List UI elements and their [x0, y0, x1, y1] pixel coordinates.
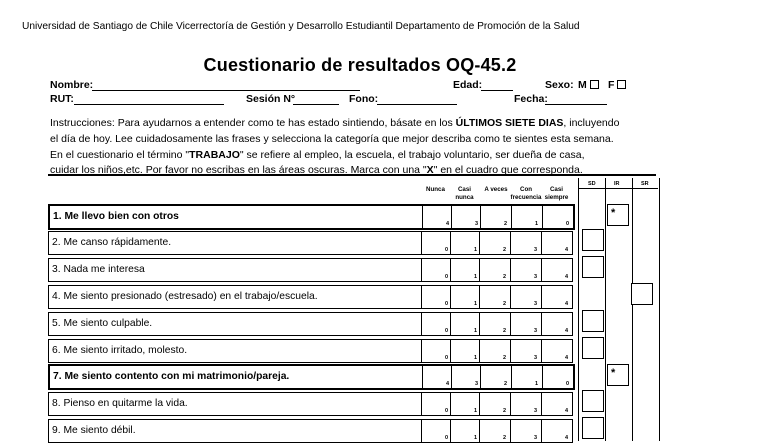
sd-box-q8 [582, 390, 604, 412]
answer-cell-a-veces[interactable]: 2 [479, 393, 509, 415]
answer-cell-con-frecuencia[interactable]: 3 [510, 420, 540, 442]
question-row-3 [48, 258, 573, 282]
question-row-7 [48, 364, 575, 390]
answer-cell-nunca[interactable]: 0 [421, 259, 451, 281]
question-text: 2. Me canso rápidamente. [52, 237, 172, 248]
sesion-label: Sesión N° [246, 93, 296, 105]
answer-cell-casi-siempre[interactable]: 0 [542, 366, 572, 388]
instructions-line-2: el día de hoy. Lee cuidadosamente las frases y selecciona la categoría que mejor describa como te sientes esta semana. [50, 133, 614, 145]
answer-cell-a-veces[interactable]: 2 [480, 366, 510, 388]
answer-cell-a-veces[interactable]: 2 [479, 232, 509, 254]
answer-cell-con-frecuencia[interactable]: 1 [511, 366, 541, 388]
answer-cell-con-frecuencia[interactable]: 3 [510, 393, 540, 415]
answer-cell-nunca[interactable]: 0 [421, 420, 451, 442]
edad-label: Edad: [453, 79, 483, 91]
answer-cell-casi-siempre[interactable]: 4 [541, 340, 571, 362]
answer-cell-casi-siempre[interactable]: 4 [541, 286, 571, 308]
nombre-label: Nombre: [50, 79, 94, 91]
answer-cell-a-veces[interactable]: 2 [479, 340, 509, 362]
question-row-6 [48, 339, 573, 363]
answer-cell-nunca[interactable]: 0 [421, 313, 451, 335]
answer-cell-con-frecuencia[interactable]: 3 [510, 340, 540, 362]
scoring-header-divider [578, 188, 658, 189]
question-text: 8. Pienso en quitarme la vida. [52, 398, 188, 409]
fono-field[interactable] [377, 104, 457, 105]
instructions-divider [48, 174, 656, 176]
sexo-m-option[interactable] [578, 79, 599, 91]
question-text: 9. Me siento débil. [52, 425, 136, 436]
answer-cell-a-veces[interactable]: 2 [479, 259, 509, 281]
sd-box-q2 [582, 229, 604, 251]
answer-cell-casi-siempre[interactable]: 0 [542, 206, 572, 228]
rut-label: RUT: [50, 93, 74, 105]
answer-cell-casi-siempre[interactable]: 4 [541, 420, 571, 442]
col-casi-siempre: Casi siempre [544, 186, 569, 201]
fono-label: Fono: [349, 93, 379, 105]
sd-box-q9 [582, 417, 604, 439]
answer-cell-casi-nunca[interactable]: 1 [450, 232, 480, 254]
answer-cell-nunca[interactable]: 0 [421, 340, 451, 362]
answer-cell-a-veces[interactable]: 2 [479, 286, 509, 308]
question-row-1 [48, 204, 575, 230]
sexo-f-label: F [608, 79, 615, 91]
sexo-m-checkbox[interactable] [590, 80, 599, 89]
col-casi-nunca: Casi nunca [455, 186, 474, 201]
rut-field[interactable] [74, 104, 224, 105]
question-row-2 [48, 231, 573, 255]
answer-cell-nunca[interactable]: 4 [422, 206, 452, 228]
edad-field[interactable] [481, 90, 513, 91]
answer-cell-casi-nunca[interactable]: 1 [450, 393, 480, 415]
fecha-field[interactable] [545, 104, 607, 105]
question-text: 7. Me siento contento con mi matrimonio/pareja. [53, 371, 290, 382]
col-nunca: Nunca [426, 186, 445, 193]
sexo-label: Sexo: [545, 79, 574, 91]
answer-cell-nunca[interactable]: 0 [421, 286, 451, 308]
answer-cell-a-veces[interactable]: 2 [479, 313, 509, 335]
sd-box-q6 [582, 337, 604, 359]
answer-cell-casi-siempre[interactable]: 4 [541, 232, 571, 254]
instructions-line-4: cuidar los niños,etc. Por favor no escribas en las áreas oscuras. Marca con una "X" en el cuadro que corresponda. [50, 164, 583, 176]
answer-cell-casi-nunca[interactable]: 1 [450, 286, 480, 308]
sexo-f-option[interactable] [608, 79, 626, 91]
question-text: 6. Me siento irritado, molesto. [52, 345, 188, 356]
instructions-line-1: Instrucciones: Para ayudarnos a entender como te has estado sintiendo, básate en los ÚLTIMOS SIETE DIAS, incluyendo [50, 117, 620, 129]
answer-cell-casi-nunca[interactable]: 1 [450, 420, 480, 442]
answer-cell-nunca[interactable]: 0 [421, 393, 451, 415]
form-title: Cuestionario de resultados OQ-45.2 [203, 55, 517, 75]
col-ir: IR [614, 181, 620, 187]
answer-cell-nunca[interactable]: 4 [422, 366, 452, 388]
ir-box-q1 [607, 204, 629, 226]
answer-cell-nunca[interactable]: 0 [421, 232, 451, 254]
col-a-veces: A veces [484, 186, 508, 193]
answer-cell-casi-nunca[interactable]: 3 [451, 366, 481, 388]
sesion-field[interactable] [293, 104, 339, 105]
question-text: 3. Nada me interesa [52, 264, 145, 275]
answer-cell-con-frecuencia[interactable]: 1 [511, 206, 541, 228]
sexo-f-checkbox[interactable] [617, 80, 626, 89]
asterisk-mark: * [611, 367, 616, 379]
answer-cell-casi-siempre[interactable]: 4 [541, 393, 571, 415]
answer-cell-con-frecuencia[interactable]: 3 [510, 259, 540, 281]
question-row-5 [48, 312, 573, 336]
instructions-line-3: En el cuestionario el término "TRABAJO" se refiere al empleo, la escuela, el trabajo voluntario, ser dueña de casa, [50, 149, 585, 161]
question-text: 4. Me siento presionado (estresado) en el trabajo/escuela. [52, 291, 318, 302]
answer-cell-casi-siempre[interactable]: 4 [541, 313, 571, 335]
question-text: 1. Me llevo bien con otros [53, 211, 179, 222]
answer-cell-casi-nunca[interactable]: 1 [450, 340, 480, 362]
ir-box-q7 [607, 364, 629, 386]
asterisk-mark: * [611, 207, 616, 219]
answer-cell-casi-nunca[interactable]: 3 [451, 206, 481, 228]
answer-cell-con-frecuencia[interactable]: 3 [510, 286, 540, 308]
answer-cell-con-frecuencia[interactable]: 3 [510, 313, 540, 335]
col-con-frecuencia: Con frecuencia [510, 186, 542, 201]
question-row-8 [48, 392, 573, 416]
sexo-m-label: M [578, 79, 587, 91]
col-sr: SR [641, 181, 649, 187]
question-row-9 [48, 419, 573, 443]
answer-cell-casi-nunca[interactable]: 1 [450, 259, 480, 281]
answer-cell-a-veces[interactable]: 2 [480, 206, 510, 228]
nombre-field[interactable] [92, 90, 360, 91]
question-text: 5. Me siento culpable. [52, 318, 153, 329]
sr-box-q4 [631, 283, 653, 305]
answer-cell-con-frecuencia[interactable]: 3 [510, 232, 540, 254]
sd-box-q5 [582, 310, 604, 332]
institution-header: Universidad de Santiago de Chile Vicerrectoría de Gestión y Desarrollo Estudiantil Departamento de Promoción de la Salud [22, 21, 580, 32]
answer-cell-casi-siempre[interactable]: 4 [541, 259, 571, 281]
fecha-label: Fecha: [514, 93, 548, 105]
answer-cell-casi-nunca[interactable]: 1 [450, 313, 480, 335]
answer-cell-a-veces[interactable]: 2 [479, 420, 509, 442]
sd-box-q3 [582, 256, 604, 278]
question-row-4 [48, 285, 573, 309]
col-sd: SD [588, 181, 596, 187]
